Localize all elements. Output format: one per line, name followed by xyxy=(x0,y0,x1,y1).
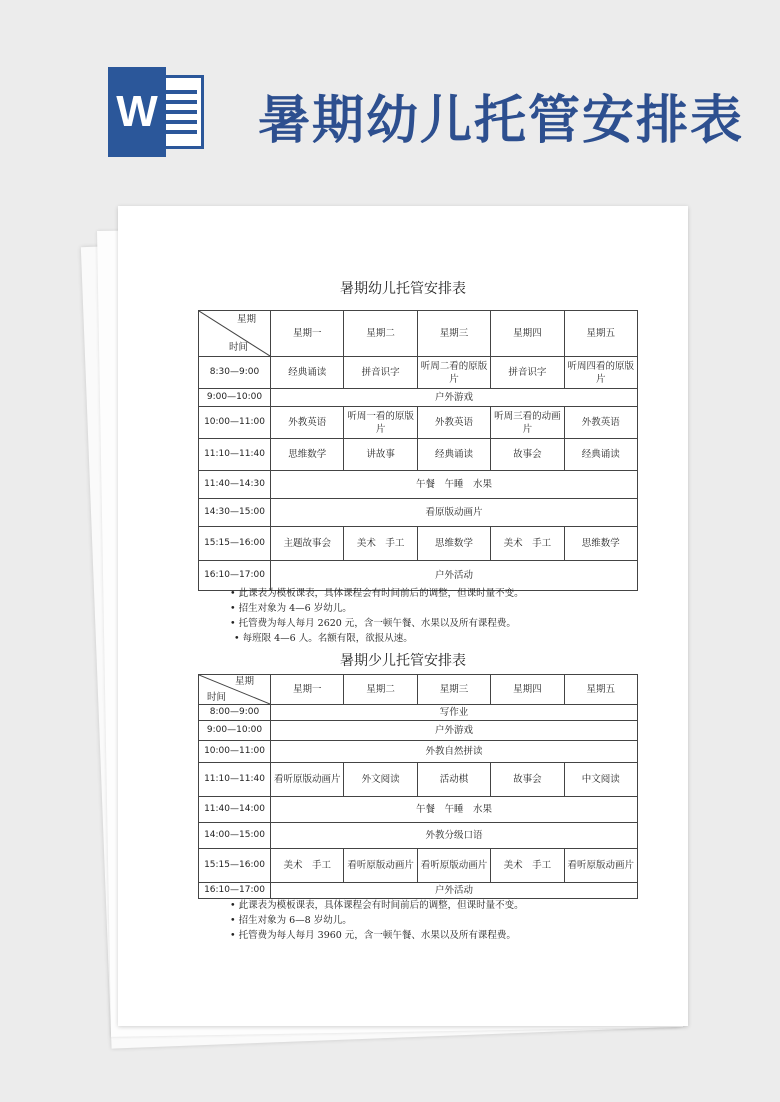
banner-title: 暑期幼儿托管安排表 xyxy=(258,91,745,151)
table2-notes xyxy=(230,898,524,943)
table2-title: 暑期少儿托管安排表 xyxy=(340,653,466,669)
time-cell: 11:40—14:30 xyxy=(199,471,271,499)
time-cell: 11:10—11:40 xyxy=(199,439,271,471)
course-cell: 外教英语 xyxy=(271,407,344,439)
course-cell: 听周二看的原版片 xyxy=(417,357,490,389)
course-cell: 外教英语 xyxy=(564,407,637,439)
span-activity-cell: 写作业 xyxy=(271,705,638,721)
time-cell: 11:40—14:00 xyxy=(199,797,271,823)
course-cell: 美术 手工 xyxy=(491,849,564,883)
day-header-cell: 星期二 xyxy=(344,675,417,705)
table-row xyxy=(199,823,638,849)
time-cell: 10:00—11:00 xyxy=(199,407,271,439)
table-row xyxy=(199,527,638,561)
span-activity-cell: 看原版动画片 xyxy=(271,499,638,527)
course-cell: 拼音识字 xyxy=(491,357,564,389)
time-cell: 8:00—9:00 xyxy=(199,705,271,721)
word-logo-letter: W xyxy=(108,67,166,157)
day-header-cell: 星期四 xyxy=(491,311,564,357)
span-activity-cell: 午餐 午睡 水果 xyxy=(271,471,638,499)
time-cell: 9:00—10:00 xyxy=(199,389,271,407)
time-cell: 10:00—11:00 xyxy=(199,741,271,763)
course-cell: 外文阅读 xyxy=(344,763,417,797)
day-header-cell: 星期一 xyxy=(271,311,344,357)
course-cell: 美术 手工 xyxy=(344,527,417,561)
table-row xyxy=(199,883,638,899)
course-cell: 看听原版动画片 xyxy=(417,849,490,883)
note-line: • 托管费为每人每月 3960 元，含一顿午餐、水果以及所有课程费。 xyxy=(230,930,516,941)
note-line: • 招生对象为 6—8 岁幼儿。 xyxy=(230,915,352,926)
table-row xyxy=(199,439,638,471)
day-header-cell: 星期四 xyxy=(491,675,564,705)
corner-day-label: 星期 xyxy=(236,314,256,325)
day-header-cell: 星期五 xyxy=(564,311,637,357)
table-row xyxy=(199,471,638,499)
course-cell: 看听原版动画片 xyxy=(271,763,344,797)
word-document-icon xyxy=(108,67,208,157)
note-line: • 每班限 4—6 人。名额有限，欲报从速。 xyxy=(234,633,413,644)
course-cell: 经典诵读 xyxy=(417,439,490,471)
span-activity-cell: 户外活动 xyxy=(271,561,638,591)
time-cell: 16:10—17:00 xyxy=(199,561,271,591)
table-row xyxy=(199,705,638,721)
note-line: • 托管费为每人每月 2620 元，含一顿午餐、水果以及所有课程费。 xyxy=(230,618,516,629)
kindergarten-schedule-table xyxy=(198,310,638,591)
corner-day-label: 星期 xyxy=(234,676,254,687)
time-cell: 16:10—17:00 xyxy=(199,883,271,899)
banner xyxy=(0,0,780,190)
table-row xyxy=(199,741,638,763)
course-cell: 活动棋 xyxy=(417,763,490,797)
day-header-cell: 星期三 xyxy=(417,675,490,705)
course-cell: 经典诵读 xyxy=(271,357,344,389)
course-cell: 美术 手工 xyxy=(491,527,564,561)
note-line: • 此课表为模板课表，具体课程会有时间前后的调整，但课时量不变。 xyxy=(230,588,524,599)
day-header-cell: 星期一 xyxy=(271,675,344,705)
span-activity-cell: 午餐 午睡 水果 xyxy=(271,797,638,823)
course-cell: 经典诵读 xyxy=(564,439,637,471)
course-cell: 美术 手工 xyxy=(271,849,344,883)
table-row xyxy=(199,763,638,797)
time-cell: 15:15—16:00 xyxy=(199,527,271,561)
corner-header-cell xyxy=(199,675,271,705)
course-cell: 故事会 xyxy=(491,763,564,797)
course-cell: 主题故事会 xyxy=(271,527,344,561)
note-line: • 此课表为模板课表，具体课程会有时间前后的调整，但课时量不变。 xyxy=(230,900,524,911)
day-header-cell: 星期二 xyxy=(344,311,417,357)
corner-header-cell xyxy=(199,311,271,357)
table-row xyxy=(199,389,638,407)
span-activity-cell: 户外游戏 xyxy=(271,721,638,741)
table-row xyxy=(199,721,638,741)
time-cell: 15:15—16:00 xyxy=(199,849,271,883)
time-cell: 14:00—15:00 xyxy=(199,823,271,849)
note-line: • 招生对象为 4—6 岁幼儿。 xyxy=(230,603,352,614)
time-cell: 14:30—15:00 xyxy=(199,499,271,527)
course-cell: 外教英语 xyxy=(417,407,490,439)
table-header-row xyxy=(199,311,638,357)
course-cell: 听周三看的动画片 xyxy=(491,407,564,439)
table1-title: 暑期幼儿托管安排表 xyxy=(340,281,466,297)
document-page xyxy=(118,206,688,1026)
day-header-cell: 星期三 xyxy=(417,311,490,357)
span-activity-cell: 外教自然拼读 xyxy=(271,741,638,763)
span-activity-cell: 户外游戏 xyxy=(271,389,638,407)
course-cell: 看听原版动画片 xyxy=(344,849,417,883)
table-row xyxy=(199,499,638,527)
span-activity-cell: 外教分级口语 xyxy=(271,823,638,849)
course-cell: 拼音识字 xyxy=(344,357,417,389)
children-schedule-table xyxy=(198,674,638,899)
day-header-cell: 星期五 xyxy=(564,675,637,705)
table-row xyxy=(199,797,638,823)
course-cell: 思维数学 xyxy=(271,439,344,471)
course-cell: 中文阅读 xyxy=(564,763,637,797)
course-cell: 听周四看的原版片 xyxy=(564,357,637,389)
table-row xyxy=(199,357,638,389)
course-cell: 讲故事 xyxy=(344,439,417,471)
table-header-row xyxy=(199,675,638,705)
time-cell: 9:00—10:00 xyxy=(199,721,271,741)
course-cell: 思维数学 xyxy=(417,527,490,561)
corner-time-label: 时间 xyxy=(229,342,249,353)
course-cell: 听周一看的原版片 xyxy=(344,407,417,439)
course-cell: 思维数学 xyxy=(564,527,637,561)
table-row xyxy=(199,407,638,439)
time-cell: 8:30—9:00 xyxy=(199,357,271,389)
table-row xyxy=(199,849,638,883)
table1-notes xyxy=(230,586,524,646)
corner-time-label: 时间 xyxy=(207,692,227,703)
span-activity-cell: 户外活动 xyxy=(271,883,638,899)
course-cell: 看听原版动画片 xyxy=(564,849,637,883)
course-cell: 故事会 xyxy=(491,439,564,471)
time-cell: 11:10—11:40 xyxy=(199,763,271,797)
